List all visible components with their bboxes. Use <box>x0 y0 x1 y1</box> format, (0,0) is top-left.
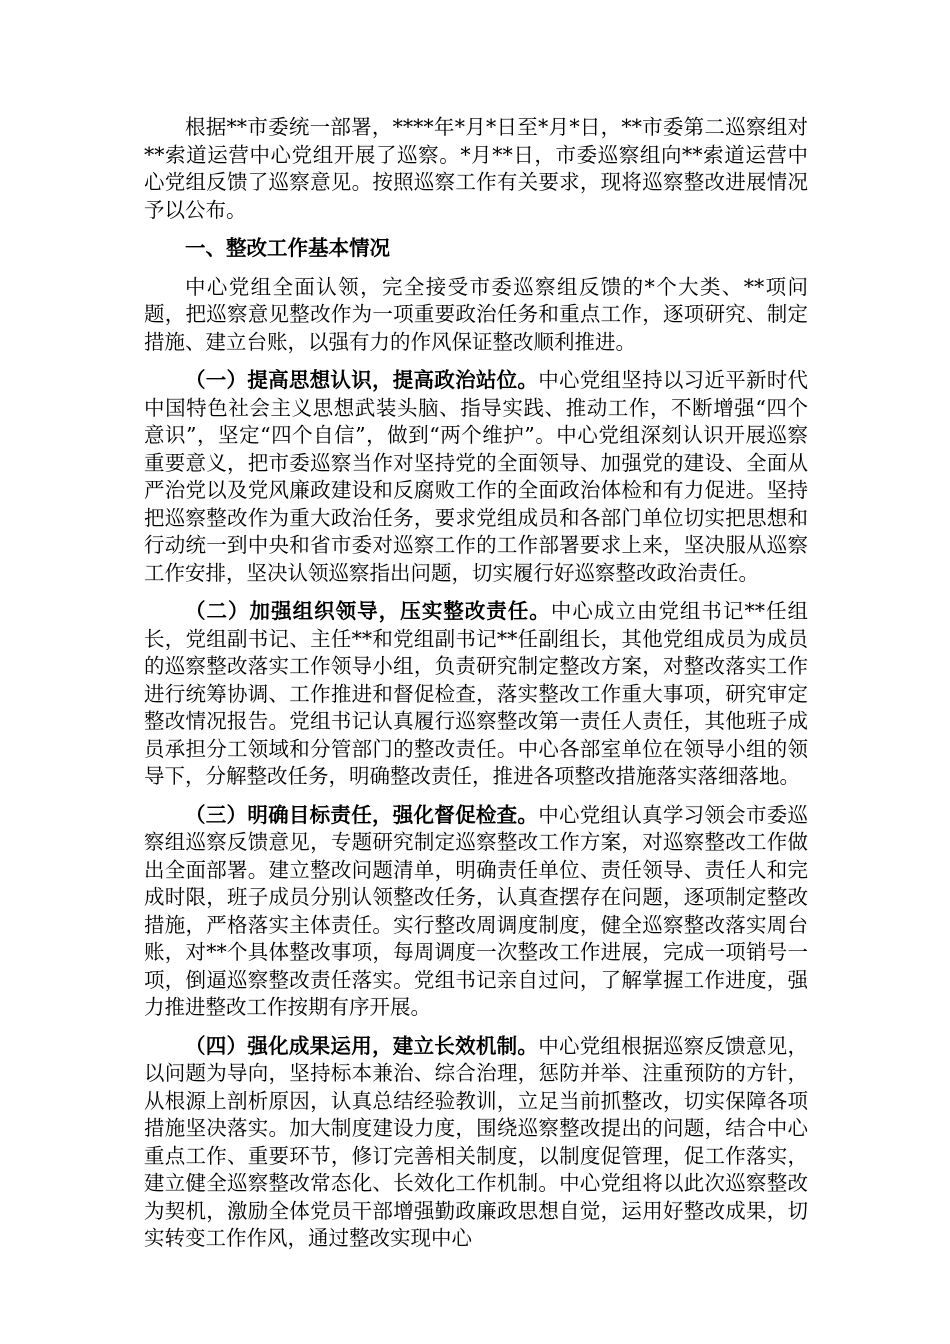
section-summary-paragraph: 中心党组全面认领，完全接受市委巡察组反馈的*个大类、**项问题，把巡察意见整改作为一项重要政治任务和重点工作，逐项研究、制定措施、建立台账，以强有力的作风保证整改顺利推进。 <box>144 274 808 354</box>
item-body-3: 中心党组认真学习领会市委巡察组巡察反馈意见，专题研究制定巡察整改工作方案，对巡察整改工作做出全面部署。建立整改问题清单，明确责任单位、责任领导、责任人和完成时限，班子成员分别认领整改任务，认真查摆存在问题，逐项制定整改措施，严格落实主体责任。实行整改周调度制度，健全巡察整改落实周台账，对**个具体整改事项，每周调度一次整改工作进展，完成一项销号一项，倒逼巡察整改责任落实。党组书记亲自过问，了解掌握工作进度，强力推进整改工作按期有序开展。 <box>144 802 809 1019</box>
item-body-4: 中心党组根据巡察反馈意见，以问题为导向，坚持标本兼治、综合治理，惩防并举、注重预防的方针，从根源上剖析原因，认真总结经验教训，立足当前抓整改，切实保障各项措施坚决落实。加大制度建设力度，围绕巡察整改提出的问题，结合中心重点工作、重要环节，修订完善相关制度，以制度促管理，促工作落实，建立健全巡察整改常态化、长效化工作机制。中心党组将以此次巡察整改为契机，激励全体党员干部增强勤政廉政思想自觉，运用好整改成果，切实转变工作作风，通过整改实现中心 <box>144 1033 809 1250</box>
item-lead-4: （四）强化成果运用，建立长效机制。 <box>185 1033 539 1058</box>
item-paragraph-3 <box>144 802 808 1022</box>
document-page <box>144 114 808 1253</box>
item-lead-2: （二）加强组织领导，压实整改责任。 <box>185 599 551 623</box>
item-lead-1: （一）提高思想认识，提高政治站位。 <box>185 368 539 392</box>
section-heading-basic-situation: 一、整改工作基本情况 <box>185 236 390 260</box>
item-body-2: 中心成立由党组书记**任组长，党组副书记、主任**和党组副书记**任副组长，其他党组成员为成员的巡察整改落实工作领导小组，负责研究制定整改方案，对整改落实工作进行统筹协调、工作推进和督促检查，落实整改工作重大事项，研究审定整改情况报告。党组书记认真履行巡察整改第一责任人责任，其他班子成员承担分工领域和分管部门的整改责任。中心各部室单位在领导小组的领导下，分解整改任务，明确整改责任，推进各项整改措施落实落细落地。 <box>144 599 809 788</box>
intro-paragraph: 根据**市委统一部署，****年*月*日至*月*日，**市委第二巡察组对**索道运营中心党组开展了巡察。*月**日，市委巡察组向**索道运营中心党组反馈了巡察意见。按照巡察工作有关要求，现将巡察整改进展情况予以公布。 <box>144 115 808 222</box>
item-paragraph-1 <box>144 367 808 587</box>
item-body-1: 中心党组坚持以习近平新时代中国特色社会主义思想武装头脑、指导实践、推动工作，不断增强“四个意识”，坚定“四个自信”，做到“两个维护”。中心党组深刻认识开展巡察重要意义，把市委巡察当作对坚持党的全面领导、加强党的建设、全面从严治党以及党风廉政建设和反腐败工作的全面政治体检和有力促进。坚持把巡察整改作为重大政治任务，要求党组成员和各部门单位切实把思想和行动统一到中央和省市委对巡察工作的工作部署要求上来，坚决服从巡察工作安排，坚决认领巡察指出问题，切实履行好巡察整改政治责任。 <box>144 368 809 585</box>
item-paragraph-4 <box>144 1033 808 1253</box>
item-lead-3: （三）明确目标责任，强化督促检查。 <box>185 802 539 827</box>
item-paragraph-2 <box>144 598 808 791</box>
